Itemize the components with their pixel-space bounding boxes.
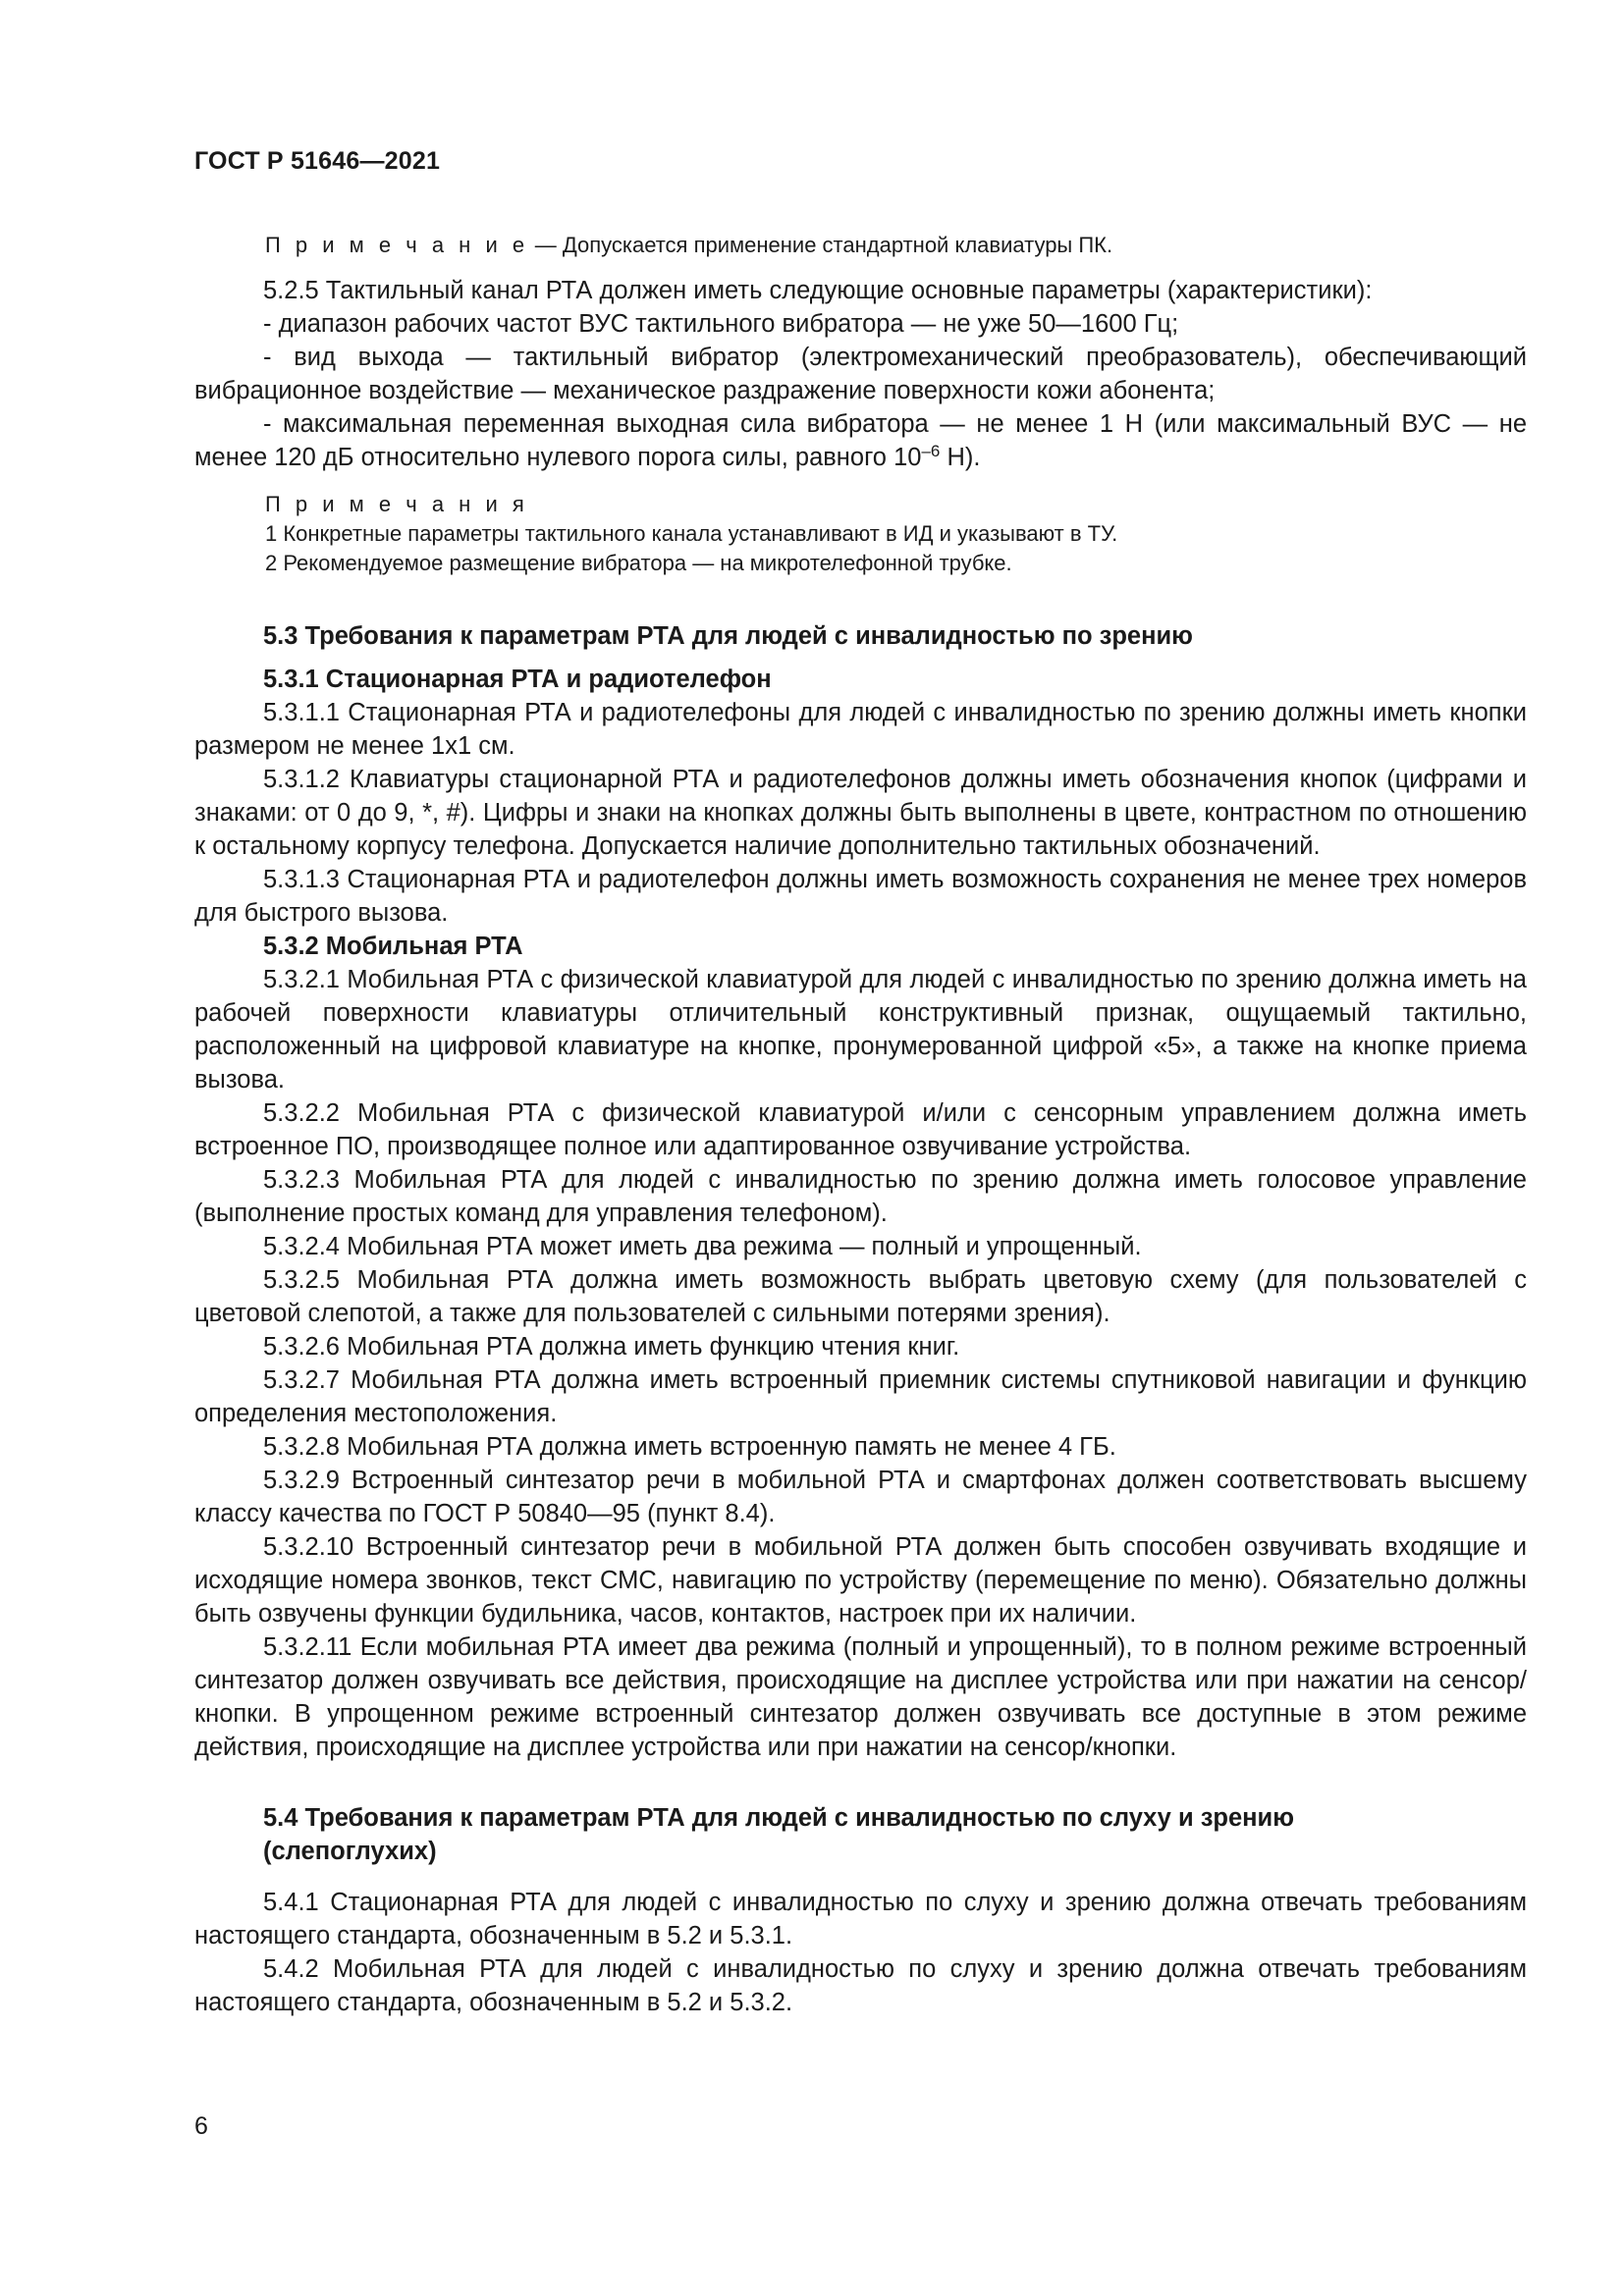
clause-5-2-5-item [194,407,1527,474]
clause-5-3-1-1: 5.3.1.1 Стационарная РТА и радиотелефоны для людей с инвалидностью по зрению должны иметь кнопки размером не менее 1х1 см. [194,699,1527,760]
clause-5-2-5-item: - диапазон рабочих частот ВУС тактильного вибратора — не уже 50—1600 Гц; [263,310,1179,338]
clause-5-2-5-item: - вид выхода — тактильный вибратор (электромеханический преобразователь), обеспечивающий вибрационное воздействие — механическое раздражение поверхности кожи абонента; [194,344,1527,404]
section-heading-5-3: 5.3 Требования к параметрам РТА для людей с инвалидностью по зрению [263,622,1193,650]
notes-title: П р и м е ч а н и я [265,492,529,516]
exponent: –6 [921,442,941,460]
note-title: П р и м е ч а н и е [265,233,529,257]
clause-5-3-2-5: 5.3.2.5 Мобильная РТА должна иметь возможность выбрать цветовую схему (для пользователей с цветовой слепотой, а также для пользователей с сильными потерями зрения). [194,1266,1527,1327]
clause-5-3-2-8: 5.3.2.8 Мобильная РТА должна иметь встроенную память не менее 4 ГБ. [263,1433,1116,1461]
clause-5-3-1-3: 5.3.1.3 Стационарная РТА и радиотелефон должны иметь возможность сохранения не менее трех номеров для быстрого вызова. [194,866,1527,927]
note [194,231,1527,260]
section-heading-5-4-line1: 5.4 Требования к параметрам РТА для людей с инвалидностью по слуху и зрению [263,1804,1294,1832]
document-id: ГОСТ Р 51646—2021 [194,147,441,175]
note-text: — Допускается применение стандартной клавиатуры ПК. [534,233,1113,257]
item3-tail: Н). [940,444,981,471]
clause-5-3-2-1: 5.3.2.1 Мобильная РТА с физической клавиатурой для людей с инвалидностью по зрению должна иметь на рабочей поверхности клавиатуры отличительный конструктивный признак, ощущаемый тактильно, расположенный на цифровой клавиатуре на кнопке, пронумерованной цифрой «5», а также на кнопке приема вызова. [194,966,1527,1094]
clause-5-3-2-6: 5.3.2.6 Мобильная РТА должна иметь функцию чтения книг. [263,1333,960,1361]
document-body [194,231,1527,2019]
section-heading-5-4-line2: (слепоглухих) [263,1838,437,1865]
note-item: 1 Конкретные параметры тактильного канала устанавливают в ИД и указывают в ТУ. [265,521,1118,546]
clause-5-3-1-2: 5.3.1.2 Клавиатуры стационарной РТА и радиотелефонов должны иметь обозначения кнопок (цифрами и знаками: от 0 до 9, *, #). Цифры и знаки на кнопках должны быть выполнены в цвете, контрастном по отношению к остальному корпусу телефона. Допускается наличие дополнительно тактильных обозначений. [194,766,1527,860]
clause-5-3-2-3: 5.3.2.3 Мобильная РТА для людей с инвалидностью по зрению должна иметь голосовое управление (выполнение простых команд для управления телефоном). [194,1166,1527,1227]
clause-5-3-2-9: 5.3.2.9 Встроенный синтезатор речи в мобильной РТА и смартфонах должен соответствовать высшему классу качества по ГОСТ Р 50840—95 (пункт 8.4). [194,1467,1527,1527]
clause-5-3-2-10: 5.3.2.10 Встроенный синтезатор речи в мобильной РТА должен быть способен озвучивать входящие и исходящие номера звонков, текст СМС, навигацию по устройству (перемещение по меню). Обязательно должны быть озвучены функции будильника, часов, контактов, настроек при их наличии. [194,1533,1527,1628]
page-number: 6 [194,2112,208,2140]
item3-text: - максимальная переменная выходная сила вибратора — не менее 1 Н (или максимальный ВУС — не менее 120 дБ относительно нулевого порога силы, равного 10 [194,410,1527,471]
clause-5-3-2-11: 5.3.2.11 Если мобильная РТА имеет два режима (полный и упрощенный), то в полном режиме встроенный синтезатор должен озвучивать все действия, происходящие на дисплее устройства или при нажатии на сенсор/кнопки. В упрощенном режиме встроенный синтезатор должен озвучивать все доступные в этом режиме действия, происходящие на дисплее устройства или при нажатии на сенсор/кнопки. [194,1633,1527,1761]
subsection-heading-5-3-1: 5.3.1 Стационарная РТА и радиотелефон [263,666,772,693]
subsection-heading-5-3-2: 5.3.2 Мобильная РТА [263,933,523,960]
section-heading-5-4 [194,1801,1527,1868]
note-item: 2 Рекомендуемое размещение вибратора — на микротелефонной трубке. [265,551,1012,575]
clause-5-3-2-2: 5.3.2.2 Мобильная РТА с физической клавиатурой и/или с сенсорным управлением должна иметь встроенное ПО, производящее полное или адаптированное озвучивание устройства. [194,1099,1527,1160]
clause-5-2-5-intro: 5.2.5 Тактильный канал РТА должен иметь следующие основные параметры (характеристики): [263,277,1373,304]
clause-5-3-2-4: 5.3.2.4 Мобильная РТА может иметь два режима — полный и упрощенный. [263,1233,1142,1260]
clause-5-4-2: 5.4.2 Мобильная РТА для людей с инвалидностью по слуху и зрению должна отвечать требованиям настоящего стандарта, обозначенным в 5.2 и 5.3.2. [194,1955,1527,2016]
clause-5-3-2-7: 5.3.2.7 Мобильная РТА должна иметь встроенный приемник системы спутниковой навигации и функцию определения местоположения. [194,1366,1527,1427]
clause-5-4-1: 5.4.1 Стационарная РТА для людей с инвалидностью по слуху и зрению должна отвечать требованиям настоящего стандарта, обозначенным в 5.2 и 5.3.1. [194,1889,1527,1949]
